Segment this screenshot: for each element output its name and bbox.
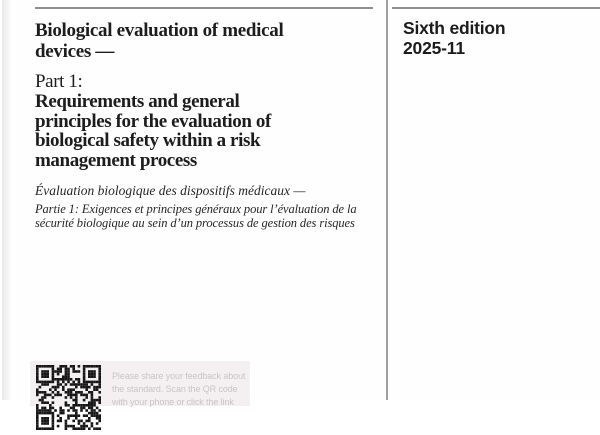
subtitle-line: biological safety within a risk xyxy=(35,130,261,152)
top-rule-left xyxy=(35,7,373,9)
feedback-box[interactable] xyxy=(30,361,250,406)
edition-date: 2025-11 xyxy=(403,37,465,58)
subtitle-line: Requirements and general xyxy=(35,90,240,112)
subtitle-line: management process xyxy=(35,150,197,172)
feedback-text-line: Please share your feedback about xyxy=(112,371,246,381)
column-divider xyxy=(386,0,388,400)
feedback-text-line: the standard. Scan the QR code xyxy=(112,384,238,394)
feedback-text xyxy=(112,370,245,409)
top-rule-right xyxy=(392,7,600,9)
title-line: devices — xyxy=(35,40,115,62)
title-french: Évaluation biologique des dispositifs médicaux — xyxy=(35,183,306,198)
subtitle-french-line: Partie 1: Exigences et principes généraux pour l’évaluation de la xyxy=(35,202,357,216)
subtitle-french xyxy=(35,203,357,231)
feedback-text-line: with your phone or click the link xyxy=(112,397,234,407)
edition-label: Sixth edition xyxy=(403,18,506,38)
title-line: Biological evaluation of medical xyxy=(35,20,284,41)
subtitle-french-line: sécurité biologique au sein d’un processus de gestion des risques xyxy=(35,215,355,230)
subtitle-english-block xyxy=(35,72,271,171)
part-label: Part 1: xyxy=(35,71,83,92)
subtitle-line: principles for the evaluation of xyxy=(35,110,271,132)
title-english xyxy=(35,21,283,62)
qr-code-icon xyxy=(36,365,101,430)
page-edge-shading xyxy=(2,0,10,400)
edition-block xyxy=(403,19,505,58)
